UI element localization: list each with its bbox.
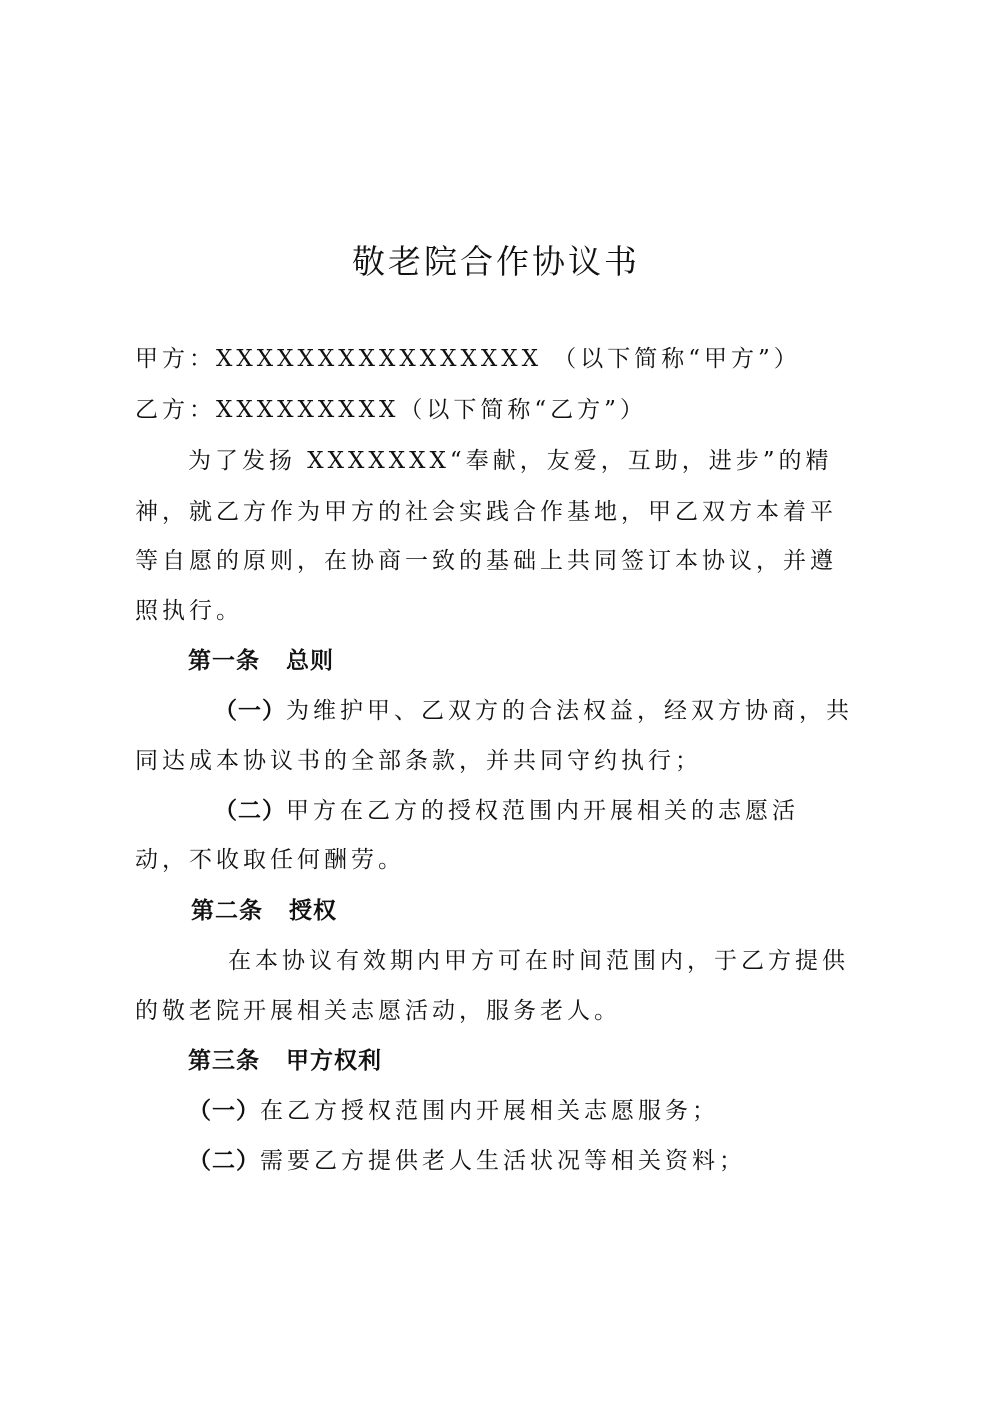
article-3-item-1-label: （一） (188, 1098, 260, 1124)
party-b-line: 乙方：XXXXXXXXX（以下简称“乙方”） (135, 397, 647, 423)
article-2-heading (191, 896, 337, 926)
article-3-item-2 (188, 1146, 746, 1176)
article-1-item-1-label: （一） (214, 698, 286, 724)
preamble-line-1: 为了发扬 XXXXXXX“奉献，友爱，互助，进步”的精 (188, 448, 833, 474)
article-1-item-1-cont: 同达成本协议书的全部条款，并共同守约执行； (135, 748, 702, 774)
article-1-item-2-cont: 动，不收取任何酬劳。 (135, 847, 405, 873)
preamble-line-3: 等自愿的原则，在协商一致的基础上共同签订本协议，并遵 (135, 548, 837, 574)
article-3-heading (188, 1046, 382, 1076)
article-1-item-2 (214, 796, 799, 826)
article-3-number: 第三条 (188, 1048, 260, 1074)
article-2-line-1: 在本协议有效期内甲方可在时间范围内，于乙方提供 (228, 948, 849, 974)
article-2-title: 授权 (289, 898, 337, 924)
article-1-item-2-text: 甲方在乙方的授权范围内开展相关的志愿活 (286, 798, 799, 824)
article-3-title: 甲方权利 (286, 1048, 382, 1074)
article-1-title: 总则 (286, 648, 334, 674)
document-title: 敬老院合作协议书 (352, 242, 640, 281)
article-3-item-2-label: （二） (188, 1148, 260, 1174)
article-1-number: 第一条 (188, 648, 260, 674)
article-1-item-1-text: 为维护甲、乙双方的合法权益，经双方协商，共 (286, 698, 853, 724)
preamble-line-4: 照执行。 (135, 598, 243, 624)
article-3-item-1 (188, 1096, 719, 1126)
article-3-item-2-text: 需要乙方提供老人生活状况等相关资料； (260, 1148, 746, 1174)
article-1-item-2-label: （二） (214, 798, 286, 824)
article-1-item-1 (214, 696, 853, 726)
article-2-number: 第二条 (191, 898, 263, 924)
party-a-line: 甲方：XXXXXXXXXXXXXXXX （以下简称“甲方”） (135, 346, 801, 372)
article-2-line-2: 的敬老院开展相关志愿活动，服务老人。 (135, 998, 621, 1024)
preamble-line-2: 神，就乙方作为甲方的社会实践合作基地，甲乙双方本着平 (135, 499, 837, 525)
article-3-item-1-text: 在乙方授权范围内开展相关志愿服务； (260, 1098, 719, 1124)
article-1-heading (188, 646, 334, 676)
